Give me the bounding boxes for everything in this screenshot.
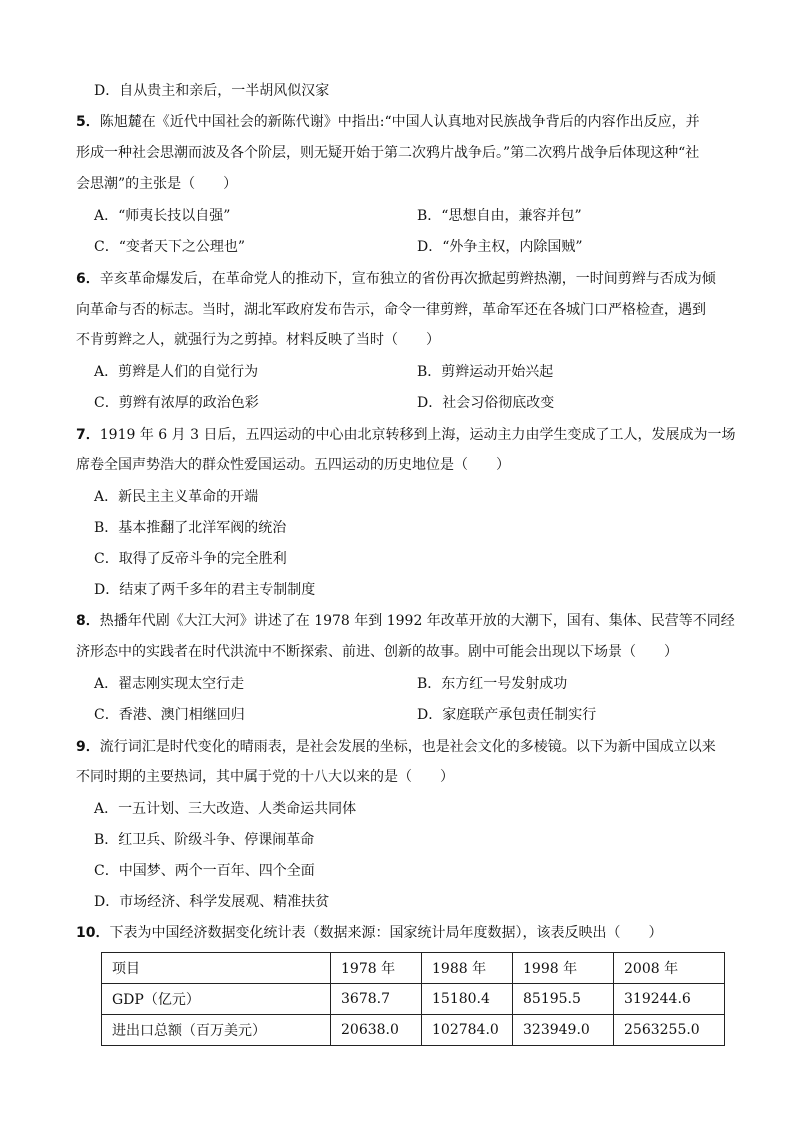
q5-option-a: A．“师夷长技以自强” [94,208,231,224]
q7-text-1: 1919 年 6 月 3 日后，五四运动的中心由北京转移到上海，运动主力由学生变成了工人，发展成为一场 [99,427,736,443]
q6-line-3: 不肯剪辫之人，就强行为之剪掉。材料反映了当时（ ） [76,332,440,348]
q5-line-3: 会思潮”的主张是（ ） [76,176,238,192]
q8-line-2: 济形态中的实践者在时代洪流中不断探索、前进、创新的故事。剧中可能会出现以下场景（ ） [76,644,678,660]
table-cell: GDP（亿元） [102,984,331,1015]
table-header-cell: 2008 年 [614,953,725,984]
q7-option-c: C．取得了反帝斗争的完全胜利 [94,551,287,567]
q9-text-1: 流行词汇是时代变化的晴雨表，是社会发展的坐标，也是社会文化的多棱镜。以下为新中国成立以来 [99,739,716,755]
table-cell: 2563255.0 [614,1015,725,1046]
table-cell: 85195.5 [513,984,614,1015]
q9-line-1 [76,737,716,757]
q7-line-1 [76,425,735,445]
q6-option-c: C．剪辫有浓厚的政治色彩 [94,395,259,411]
q7-line-2: 席卷全国声势浩大的群众性爱国运动。五四运动的历史地位是（ ） [76,457,510,473]
table-cell: 102784.0 [422,1015,513,1046]
q7-option-d: D．结束了两千多年的君主专制制度 [94,582,316,598]
q8-text-1: 热播年代剧《大江大河》讲述了在 1978 年到 1992 年改革开放的大潮下，国有、集体、民营等不同经 [99,613,735,629]
table-header-row [102,953,725,984]
table-cell: 319244.6 [614,984,725,1015]
q6-number: 6． [76,271,100,287]
q5-number: 5． [76,114,100,130]
q5-option-c: C．“变者天下之公理也” [94,239,246,255]
q9-line-2: 不同时期的主要热词，其中属于党的十八大以来的是（ ） [76,769,454,785]
q8-line-1 [76,611,735,631]
q7-option-b: B．基本推翻了北洋军阀的统治 [94,520,287,536]
table-cell: 进出口总额（百万美元） [102,1015,331,1046]
table-cell: 323949.0 [513,1015,614,1046]
q10-number: 10． [76,925,110,941]
q6-text-1: 辛亥革命爆发后，在革命党人的推动下，宣布独立的省份再次掀起剪辫热潮，一时间剪辫与否成为倾 [99,271,716,287]
q10-text-1: 下表为中国经济数据变化统计表（数据来源：国家统计局年度数据），该表反映出（ ） [109,925,663,941]
table-header-cell: 1998 年 [513,953,614,984]
q8-option-c: C．香港、澳门相继回归 [94,707,245,723]
table-row [102,1015,725,1046]
q5-text-1: 陈旭麓在《近代中国社会的新陈代谢》中指出:“中国人认真地对民族战争背后的内容作出反应，并 [99,114,700,130]
table-cell: 3678.7 [331,984,422,1015]
q8-number: 8． [76,613,100,629]
economic-data-table [101,952,725,1046]
q8-option-b: B．东方红一号发射成功 [417,676,568,692]
q6-option-d: D．社会习俗彻底改变 [417,395,555,411]
q5-option-b: B．“思想自由，兼容并包” [417,208,582,224]
q5-option-d: D．“外争主权，内除国贼” [417,239,583,255]
q7-option-a: A．新民主主义革命的开端 [94,489,259,505]
q8-option-a: A．翟志刚实现太空行走 [94,676,245,692]
q6-line-1 [76,269,716,289]
table-header-cell: 项目 [102,953,331,984]
q9-number: 9． [76,739,100,755]
q9-option-c: C．中国梦、两个一百年、四个全面 [94,863,315,879]
table-header-cell: 1978 年 [331,953,422,984]
table-cell: 20638.0 [331,1015,422,1046]
q9-option-d: D．市场经济、科学发展观、精准扶贫 [94,894,330,910]
q9-option-b: B．红卫兵、阶级斗争、停课闹革命 [94,832,315,848]
q7-number: 7． [76,427,100,443]
table-cell: 15180.4 [422,984,513,1015]
q5-line-1 [76,112,700,132]
table-header-cell: 1988 年 [422,953,513,984]
q5-line-2: 形成一种社会思潮而波及各个阶层，则无疑开始于第二次鸦片战争后。”第二次鸦片战争后体现这种“社 [76,145,700,161]
q9-option-a: A．一五计划、三大改造、人类命运共同体 [94,801,357,817]
q6-line-2: 向革命与否的标志。当时，湖北军政府发布告示，命令一律剪辫，革命军还在各城门口严格检查，遇到 [76,302,706,318]
q10-line-1 [76,923,662,943]
q8-option-d: D．家庭联产承包责任制实行 [417,707,597,723]
q6-option-a: A．剪辫是人们的自觉行为 [94,364,259,380]
table-row [102,984,725,1015]
q6-option-b: B．剪辫运动开始兴起 [417,364,554,380]
q4-option-d: D．自从贵主和亲后，一半胡风似汉家 [94,83,330,99]
